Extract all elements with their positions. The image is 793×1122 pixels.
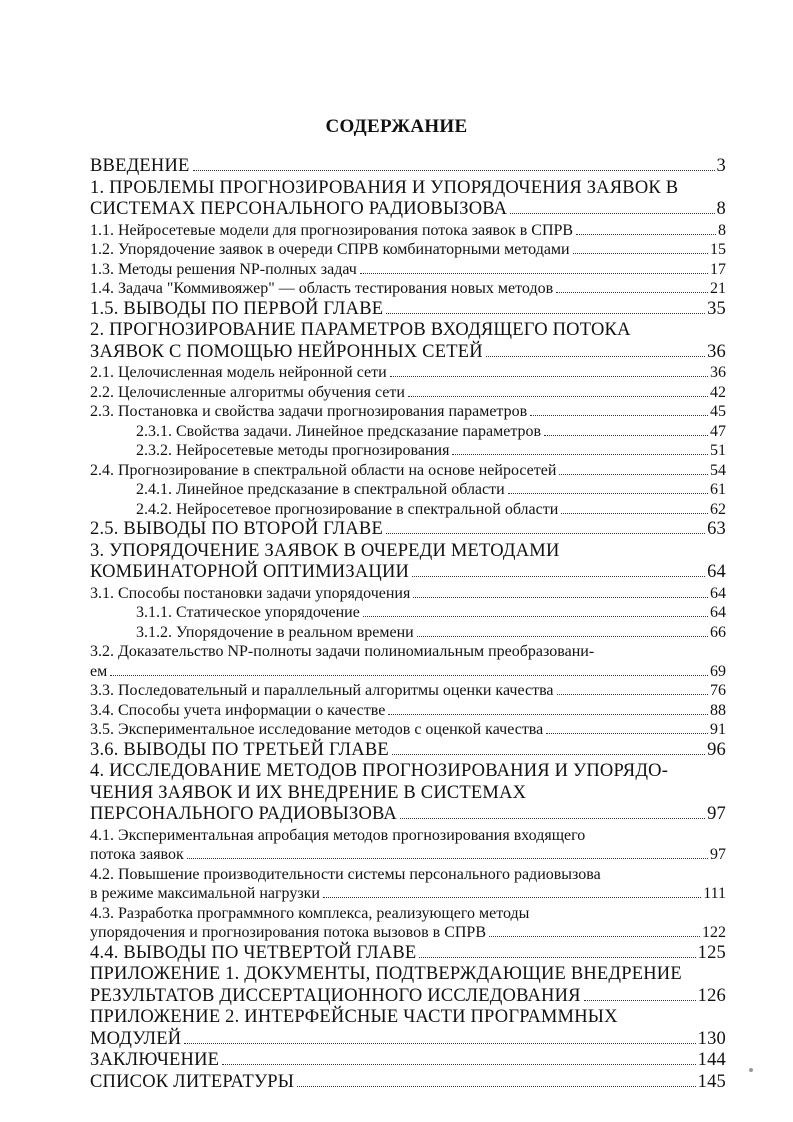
toc-entry-line bbox=[136, 441, 726, 461]
toc-page-number: 88 bbox=[710, 701, 726, 719]
toc-entry bbox=[90, 260, 726, 280]
toc-entry-text: 2.4. Прогнозирование в спектральной области на основе нейросетей bbox=[90, 461, 557, 479]
page-title: СОДЕРЖАНИЕ bbox=[325, 116, 468, 137]
toc-entry-text: СИСТЕМАХ ПЕРСОНАЛЬНОГО РАДИОВЫЗОВА bbox=[90, 199, 508, 219]
toc-page-number: 97 bbox=[710, 846, 726, 863]
toc-entry-line bbox=[90, 662, 726, 682]
toc-entry bbox=[90, 623, 726, 643]
toc-entry-text: 1. ПРОБЛЕМЫ ПРОГНОЗИРОВАНИЯ И УПОРЯДОЧЕНИЯ ЗАЯВОК В bbox=[90, 177, 679, 198]
toc-entry-line bbox=[90, 383, 726, 403]
toc-entry-line bbox=[90, 681, 726, 701]
toc-entry-line bbox=[90, 342, 726, 364]
dot-leader bbox=[556, 291, 708, 293]
toc-entry-text: 3. УПОРЯДОЧЕНИЕ ЗАЯВОК В ОЧЕРЕДИ МЕТОДАМИ bbox=[90, 540, 560, 561]
toc-entry-text: 3.6. ВЫВОДЫ ПО ТРЕТЬЕЙ ГЛАВЕ bbox=[90, 739, 389, 760]
toc-entry-text: 2.4.2. Нейросетевое прогнозирование в спектральной области bbox=[136, 500, 559, 518]
toc-entry-text: 4. ИССЛЕДОВАНИЕ МЕТОДОВ ПРОГНОЗИРОВАНИЯ И УПОРЯДО- bbox=[90, 761, 669, 781]
toc-page-number: 17 bbox=[710, 260, 726, 278]
toc-entry-text: 3.5. Экспериментальное исследование методов с оценкой качества bbox=[90, 721, 544, 738]
toc-page-number: 54 bbox=[710, 461, 726, 479]
dot-leader bbox=[508, 492, 708, 494]
dot-leader bbox=[546, 732, 708, 734]
toc-entry-text: 1.4. Задача "Коммивояжер" — область тестирования новых методов bbox=[90, 280, 554, 297]
toc-entry-text: 2.4.1. Линейное предсказание в спектральной области bbox=[136, 481, 505, 498]
toc-entry-text: 4.3. Разработка программного комплекса, реализующего методы bbox=[90, 904, 530, 922]
toc-entry-line bbox=[90, 240, 726, 260]
toc-entry-line bbox=[90, 584, 726, 604]
toc-entry-text: СПИСОК ЛИТЕРАТУРЫ bbox=[90, 1071, 295, 1092]
toc-entry bbox=[90, 320, 726, 363]
toc-page-number: 130 bbox=[697, 1028, 726, 1049]
dot-leader bbox=[557, 693, 708, 695]
toc-entry-text: ЗАКЛЮЧЕНИЕ bbox=[90, 1050, 220, 1070]
toc-entry-text: ПРИЛОЖЕНИЕ 2. ИНТЕРФЕЙСНЫЕ ЧАСТИ ПРОГРАММНЫХ bbox=[90, 1007, 618, 1027]
toc-page-number: 45 bbox=[710, 403, 726, 420]
toc-entry-line bbox=[90, 1072, 726, 1094]
toc-page-number: 35 bbox=[707, 298, 726, 319]
toc-entry-text: 3.1. Способы постановки задачи упорядочения bbox=[90, 584, 411, 602]
toc-entry-line bbox=[136, 500, 726, 520]
toc-entry bbox=[90, 740, 726, 762]
toc-page-number: 15 bbox=[710, 241, 726, 258]
toc-entry-text: 3.1.1. Статическое упорядочение bbox=[136, 604, 360, 621]
toc-entry-text: 4.2. Повышение производительности системы персонального радиовызова bbox=[90, 865, 601, 883]
toc-entry bbox=[90, 761, 726, 826]
toc-entry-line bbox=[90, 884, 726, 904]
toc-page-number: 51 bbox=[710, 442, 726, 459]
dot-leader bbox=[413, 596, 708, 598]
toc-entry-line bbox=[90, 402, 726, 422]
toc-page-number: 8 bbox=[718, 221, 726, 239]
toc-entry bbox=[90, 681, 726, 701]
toc-page-number: 91 bbox=[710, 721, 726, 738]
toc-page-number: 64 bbox=[707, 562, 726, 582]
toc-page-number: 64 bbox=[710, 584, 726, 602]
dot-leader bbox=[417, 635, 708, 637]
toc-entry-line bbox=[90, 156, 726, 178]
toc-entry-text: МОДУЛЕЙ bbox=[90, 1028, 182, 1049]
toc-page-number: 125 bbox=[697, 942, 726, 963]
toc-entry-text: 1.5. ВЫВОДЫ ПО ПЕРВОЙ ГЛАВЕ bbox=[90, 298, 384, 319]
toc-entry bbox=[90, 156, 726, 178]
toc-entry-text: 3.2. Доказательство NP-полноты задачи полиномиальным преобразовани- bbox=[90, 643, 595, 660]
dot-leader bbox=[388, 713, 708, 715]
toc-page-number: 122 bbox=[702, 924, 726, 941]
toc-entry-line bbox=[90, 720, 726, 740]
toc-entry bbox=[90, 826, 726, 865]
dot-leader bbox=[392, 753, 705, 755]
toc-entry-line bbox=[136, 480, 726, 500]
toc-entry-line bbox=[90, 943, 726, 965]
toc-entry bbox=[90, 480, 726, 500]
toc-entry-text: 2.1. Целочисленная модель нейронной сети bbox=[90, 364, 387, 381]
toc-entry-text: 2.5. ВЫВОДЫ ПО ВТОРОЙ ГЛАВЕ bbox=[90, 519, 383, 539]
toc-page-number: 21 bbox=[710, 280, 726, 297]
toc-entry-text: 2.3.1. Свойства задачи. Линейное предсказание параметров bbox=[136, 422, 542, 440]
scan-dot bbox=[749, 1068, 753, 1072]
toc-entry bbox=[90, 240, 726, 260]
toc-entry-text: 3.3. Последовательный и параллельный алгоритмы оценки качества bbox=[90, 682, 554, 699]
toc-entry-text: 1.2. Упорядочение заявок в очереди СПРВ комбинаторными методами bbox=[90, 241, 570, 258]
toc-entry-text: в режиме максимальной нагрузки bbox=[90, 885, 320, 902]
toc-entry bbox=[90, 1050, 726, 1072]
dot-leader bbox=[559, 473, 708, 475]
dot-leader bbox=[400, 817, 705, 819]
toc-page-number: 69 bbox=[710, 662, 726, 680]
toc-entry-text: 2. ПРОГНОЗИРОВАНИЕ ПАРАМЕТРОВ ВХОДЯЩЕГО ПОТОКА bbox=[90, 320, 631, 340]
toc-entry-text: ЗАЯВОК С ПОМОЩЬЮ НЕЙРОННЫХ СЕТЕЙ bbox=[90, 341, 483, 362]
toc-entry-text: 4.1. Экспериментальная апробация методов прогнозирования входящего bbox=[90, 826, 586, 844]
toc-page-number: 47 bbox=[710, 422, 726, 440]
toc-entry bbox=[90, 299, 726, 321]
dot-leader bbox=[561, 512, 708, 514]
dot-leader bbox=[360, 272, 708, 274]
toc-entry-text: 1.3. Методы решения NP-полных задач bbox=[90, 260, 357, 278]
toc-entry bbox=[90, 964, 726, 1007]
toc-entry bbox=[90, 541, 726, 584]
toc-entry-line bbox=[136, 603, 726, 623]
toc-entry bbox=[90, 279, 726, 299]
toc-entry-line bbox=[90, 260, 726, 280]
dot-leader bbox=[584, 999, 696, 1001]
dot-leader bbox=[390, 375, 708, 377]
toc-page-number: 145 bbox=[697, 1071, 726, 1092]
toc-entry-text: ем bbox=[90, 662, 108, 680]
toc-entry-text: потока заявок bbox=[90, 846, 184, 863]
dot-leader bbox=[193, 169, 715, 171]
toc-entry-line bbox=[90, 740, 726, 762]
toc-entry-line bbox=[90, 845, 726, 865]
toc-entry-line bbox=[90, 221, 726, 241]
toc-entry-line bbox=[90, 299, 726, 321]
toc-page-number: 42 bbox=[710, 383, 726, 401]
dot-leader bbox=[184, 1042, 695, 1044]
toc-entry-text: ВВЕДЕНИЕ bbox=[90, 156, 190, 176]
toc-entry bbox=[90, 221, 726, 241]
toc-page-number: 8 bbox=[716, 199, 726, 219]
dot-leader bbox=[386, 312, 705, 314]
toc-entry bbox=[90, 701, 726, 721]
toc-page-number: 76 bbox=[710, 682, 726, 699]
dot-leader bbox=[323, 896, 701, 898]
toc-entry bbox=[90, 441, 726, 461]
toc-entry bbox=[90, 1072, 726, 1094]
toc-page-number: 64 bbox=[710, 604, 726, 621]
toc-entry-text: 1.1. Нейросетевые модели для прогнозирования потока заявок в СПРВ bbox=[90, 221, 574, 239]
toc-page-number: 62 bbox=[710, 500, 726, 518]
dot-leader bbox=[363, 615, 708, 617]
dot-leader bbox=[412, 575, 705, 577]
toc-entry-line bbox=[90, 519, 726, 541]
toc-entry-line bbox=[90, 1029, 726, 1051]
dot-leader bbox=[110, 674, 708, 676]
toc-entry bbox=[90, 422, 726, 442]
toc-entry-line bbox=[90, 1050, 726, 1072]
toc-entry bbox=[90, 904, 726, 943]
toc-entry-text: упорядочения и прогнозирования потока вызовов в СПРВ bbox=[90, 924, 486, 941]
dot-leader bbox=[544, 434, 708, 436]
toc-entry-text: КОМБИНАТОРНОЙ ОПТИМИЗАЦИИ bbox=[90, 562, 410, 582]
toc-page-number: 111 bbox=[703, 885, 726, 902]
toc-page-number: 96 bbox=[707, 739, 726, 760]
toc-entry bbox=[90, 178, 726, 221]
toc-entry-line bbox=[90, 279, 726, 299]
dot-leader bbox=[452, 453, 708, 455]
dot-leader bbox=[187, 857, 708, 859]
toc-entry bbox=[90, 584, 726, 604]
toc-entry-text: ЧЕНИЯ ЗАЯВОК И ИХ ВНЕДРЕНИЕ В СИСТЕМАХ bbox=[90, 782, 527, 803]
toc-entry-text: 4.4. ВЫВОДЫ ПО ЧЕТВЕРТОЙ ГЛАВЕ bbox=[90, 942, 417, 963]
dot-leader bbox=[386, 532, 705, 534]
toc-entry-line bbox=[90, 199, 726, 221]
toc-entry bbox=[90, 500, 726, 520]
toc-entry bbox=[90, 519, 726, 541]
dot-leader bbox=[489, 935, 700, 937]
toc-entry bbox=[90, 461, 726, 481]
dot-leader bbox=[510, 212, 714, 214]
toc-page-number: 66 bbox=[710, 623, 726, 641]
toc-entry bbox=[90, 943, 726, 965]
toc-entry-text: 3.4. Способы учета информации о качестве bbox=[90, 701, 386, 719]
toc-entry-line bbox=[90, 701, 726, 721]
dot-leader bbox=[419, 956, 695, 958]
dot-leader bbox=[573, 252, 708, 254]
dot-leader bbox=[408, 395, 708, 397]
toc-page-number: 36 bbox=[710, 364, 726, 381]
toc-page-number: 61 bbox=[710, 481, 726, 498]
dot-leader bbox=[486, 355, 705, 357]
toc-entry-text: 2.3. Постановка и свойства задачи прогнозирования параметров bbox=[90, 403, 528, 420]
toc-page-number: 36 bbox=[707, 341, 726, 362]
toc-entry-text: 3.1.2. Упорядочение в реальном времени bbox=[136, 623, 414, 641]
toc-page-number: 126 bbox=[697, 985, 726, 1006]
toc-entry-text: ПРИЛОЖЕНИЕ 1. ДОКУМЕНТЫ, ПОДТВЕРЖДАЮЩИЕ ВНЕДРЕНИЕ bbox=[90, 964, 682, 984]
toc-entry-text: 2.2. Целочисленные алгоритмы обучения сети bbox=[90, 383, 405, 401]
toc-entry-line bbox=[90, 986, 726, 1008]
toc-entry-line bbox=[90, 562, 726, 584]
toc-entry-line bbox=[136, 422, 726, 442]
dot-leader bbox=[222, 1063, 695, 1065]
toc-entry bbox=[90, 642, 726, 681]
toc-entry bbox=[90, 363, 726, 383]
toc-entry-text: 2.3.2. Нейросетевые методы прогнозирования bbox=[136, 442, 450, 459]
toc-entry-line bbox=[90, 804, 726, 826]
toc-entry-text: ПЕРСОНАЛЬНОГО РАДИОВЫЗОВА bbox=[90, 804, 397, 824]
toc-entry-line bbox=[136, 623, 726, 643]
toc-entry bbox=[90, 1007, 726, 1050]
toc-entry-line bbox=[90, 363, 726, 383]
toc-entry-line bbox=[90, 923, 726, 943]
toc-entry bbox=[90, 383, 726, 403]
toc-entry bbox=[90, 865, 726, 904]
toc-entry-text: РЕЗУЛЬТАТОВ ДИССЕРТАЦИОННОГО ИССЛЕДОВАНИЯ bbox=[90, 985, 581, 1006]
toc-entry-line bbox=[90, 461, 726, 481]
toc-page-number: 63 bbox=[707, 519, 726, 539]
toc-page-number: 97 bbox=[707, 804, 726, 824]
dot-leader bbox=[530, 414, 708, 416]
dot-leader bbox=[297, 1085, 696, 1087]
table-of-contents bbox=[90, 156, 726, 1093]
toc-page-number: 3 bbox=[716, 156, 726, 176]
toc-entry bbox=[90, 720, 726, 740]
toc-page-number: 144 bbox=[697, 1050, 726, 1070]
dot-leader bbox=[576, 233, 716, 235]
toc-entry bbox=[90, 402, 726, 422]
toc-entry bbox=[90, 603, 726, 623]
